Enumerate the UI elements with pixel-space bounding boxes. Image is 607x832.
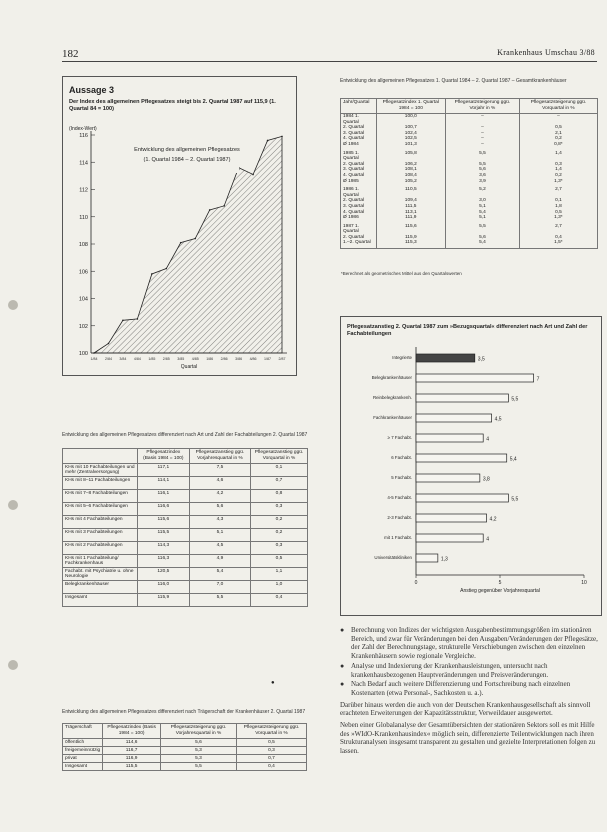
- quarters-table-cell: 1,4: [519, 148, 597, 162]
- fachabt-table-cell: 116,1: [137, 490, 189, 503]
- fachabt-table-cell: 4,3: [189, 516, 250, 529]
- fachabt-table-cell: Fachabt. mit Psychiatrie u. ohne Neurologie: [63, 568, 138, 581]
- quarters-table: [340, 98, 598, 249]
- quarters-table-cell: 100,0: [376, 114, 445, 126]
- quarters-table-cell: 5,6: [445, 167, 519, 173]
- fachabt-table-row: [63, 581, 308, 594]
- quarters-table-cell: 4. Quartal: [341, 136, 377, 142]
- bar-value-label: 4,5: [494, 416, 502, 423]
- area-xtick-label: 3/85: [177, 357, 185, 361]
- quarters-table-cell: 2. Quartal: [341, 125, 377, 131]
- bar-value-label: 7: [536, 376, 540, 383]
- quarters-table-cell: 0,1: [519, 198, 597, 204]
- bar: [416, 354, 475, 362]
- area-ytick-label: 116: [79, 133, 88, 139]
- fachabt-table-cell: Belegkrankenhäuser: [63, 581, 138, 594]
- fachabt-table-cell: 0,8: [251, 490, 308, 503]
- quarters-table-cell: 5,1: [445, 204, 519, 210]
- area-xtick-label: 2/87: [278, 357, 286, 361]
- area-xtick-label: 1/85: [148, 357, 156, 361]
- quarters-table-row: [341, 240, 598, 248]
- fachabt-table-row: [63, 529, 308, 542]
- quarters-table-cell: 5,2: [445, 184, 519, 198]
- area-xtick-label: 2/85: [162, 357, 170, 361]
- quarters-table-header-cell: Pflegesatzindex 1. Quartal 1984 = 100: [376, 99, 445, 114]
- bar-category-label: ≥ 7 Fachabt.: [387, 435, 412, 440]
- fachabt-table-cell: 0,3: [251, 503, 308, 516]
- fachabt-table-cell: KHs mit 1 Fachabteilung/ Fachkrankenhaus: [63, 555, 138, 568]
- bar-value-label: 4: [486, 536, 489, 543]
- quarters-table-cell: –: [445, 131, 519, 137]
- bar-value-label: 3,5: [477, 356, 485, 363]
- quarters-table-cell: 3. Quartal: [341, 131, 377, 137]
- area-ytick-label: 112: [79, 187, 88, 194]
- traeger-table-cell: Insgesamt: [63, 763, 103, 771]
- quarters-table-cell: 1987 1. Quartal: [341, 221, 377, 235]
- paragraph: Darüber hinaus werden die auch von der Deutschen Krankenhausgesellschaft als sinnvoll erachteten Erweiterungen der Kapazitätsstruktur, Verweildauer ausgewertet.: [340, 700, 591, 718]
- area-point: [252, 174, 254, 176]
- bar: [416, 394, 508, 402]
- traeger-table-cell: 0,4: [236, 763, 306, 771]
- quarters-table-cell: Ø 1984: [341, 142, 377, 148]
- quarters-table-cell: 115,9: [376, 235, 445, 241]
- quarters-table-cell: 2,7: [519, 221, 597, 235]
- traeger-table-cell: 5,3: [161, 755, 237, 763]
- fachabt-table-cell: 0,2: [251, 529, 308, 542]
- quarters-table-cell: 3,6: [445, 173, 519, 179]
- quarters-table-cell: 0,4: [519, 235, 597, 241]
- fachabt-table-cell: 4,2: [189, 490, 250, 503]
- quarters-table-row: [341, 221, 598, 235]
- fachabt-table-cell: 5,5: [189, 594, 250, 607]
- fachabt-table-cell: 0,1: [251, 464, 308, 477]
- bar: [416, 514, 487, 522]
- traeger-table-header-cell: Pflegesatzsteigerung ggü. Vorquartal in %: [236, 724, 306, 739]
- running-head: Krankenhaus Umschau 3/88: [497, 48, 595, 57]
- bar-value-label: 4: [486, 436, 489, 443]
- area-xtick-label: 4/85: [191, 357, 199, 361]
- fachabt-table-cell: 7,0: [189, 581, 250, 594]
- bullet-item: ● Berechnung von Indizes der wichtigsten Ausgabenbestimmungsgrößen im stationären Bereich, und zwar für Veränderungen bei den Ausgaben/Veränderungen der Pflegesätze, der Zahl der Berechnungstage, strukturelle Verschiebungen zwischen den einzelnen Krankenhäusern sowie regionale Vergleiche.: [340, 626, 602, 661]
- quarters-table-header-cell: Jahr/Quartal: [341, 99, 377, 114]
- area-xtick-label: 2/86: [220, 357, 228, 361]
- bar-category-label: Universitätskliniken: [374, 555, 412, 560]
- bar: [416, 554, 438, 562]
- traeger-table-cell: 116,9: [103, 755, 161, 763]
- quarters-table-cell: 3. Quartal: [341, 204, 377, 210]
- traeger-table-cell: 5,5: [161, 763, 237, 771]
- quarters-table-header-cell: Pflegesatzsteigerung ggü. Vorquartal in %: [519, 99, 597, 114]
- aussage3-box: [62, 76, 297, 376]
- quarters-table-cell: 0,8*: [519, 142, 597, 148]
- quarters-table-cell: 1,3*: [519, 179, 597, 185]
- bar-category-label: mit 1 Fachabt.: [384, 535, 412, 540]
- quarters-table-cell: 2,1: [519, 131, 597, 137]
- quarters-table-cell: 102,4: [376, 131, 445, 137]
- traeger-table-cell: 0,3: [236, 747, 306, 755]
- area-xtick-label: 4/84: [133, 357, 141, 361]
- quarters-table-cell: –: [445, 142, 519, 148]
- quarters-table-cell: 5,6: [445, 235, 519, 241]
- area-xtick-label: 1/84: [90, 357, 98, 361]
- traeger-table-caption: Entwicklung des allgemeinen Pflegesatzes differenziert nach Trägerschaft der Krankenhäuser 2. Quartal 1987: [62, 709, 306, 715]
- quarters-table-cell: 109,4: [376, 198, 445, 204]
- traeger-table-cell: 5,6: [161, 739, 237, 747]
- fachabt-table-cell: 5,6: [189, 503, 250, 516]
- fachabt-table-cell: 116,0: [137, 581, 189, 594]
- traeger-table: [62, 723, 307, 771]
- bar-value-label: 3,8: [482, 476, 490, 483]
- fachabt-table-row: [63, 555, 308, 568]
- center-mark: ●: [271, 680, 275, 686]
- bar-value-label: 5,4: [509, 456, 517, 463]
- traeger-table-row: [63, 739, 307, 747]
- area-xtick-label: 1/86: [206, 357, 214, 361]
- traeger-table-row: [63, 755, 307, 763]
- area-xtick-label: 2/84: [104, 357, 112, 361]
- quarters-table-cell: 115,3: [376, 240, 445, 248]
- area-ytick-label: 100: [78, 351, 88, 357]
- quarters-table-cell: 108,1: [376, 167, 445, 173]
- fachabt-table-cell: KHs mit 4 Fachabteilungen: [63, 516, 138, 529]
- fachabt-table-cell: 115,6: [137, 516, 189, 529]
- quarters-table-cell: 5,5: [445, 221, 519, 235]
- fachabt-table-cell: 0,2: [251, 516, 308, 529]
- traeger-table-header-cell: Pflegesatzindex (Basis 1984 = 100): [103, 724, 161, 739]
- fachabt-table-cell: 114,3: [137, 542, 189, 555]
- traeger-table-cell: 114,6: [103, 739, 161, 747]
- bar-value-label: 1,3: [440, 556, 448, 563]
- quarters-table-cell: 0,2: [519, 173, 597, 179]
- traeger-table-cell: privat: [63, 755, 103, 763]
- quarters-table-cell: –: [445, 125, 519, 131]
- quarters-table-cell: 106,2: [376, 162, 445, 168]
- quarters-table-cell: 4. Quartal: [341, 210, 377, 216]
- fachabt-table-row: [63, 503, 308, 516]
- area-point: [122, 320, 124, 322]
- bar-category-label: Integrierte: [392, 355, 412, 360]
- fachabt-table-header-cell: [63, 449, 138, 464]
- bar-value-label: 5,5: [511, 396, 519, 403]
- traeger-table-cell: 5,3: [161, 747, 237, 755]
- quarters-table-cell: 5,5: [445, 162, 519, 168]
- fachabt-table-header-cell: Pflegesatzindex (Basis 1984 = 100): [137, 449, 189, 464]
- fachabt-bar-chart: [341, 343, 601, 613]
- traeger-table-row: [63, 763, 307, 771]
- bar-xtick-label: 0: [414, 580, 418, 586]
- bar: [416, 534, 483, 542]
- quarters-table-cell: 0,2: [519, 136, 597, 142]
- quarters-table-cell: –: [445, 114, 519, 126]
- bar-xtick-label: 5: [498, 580, 502, 586]
- paragraph: Neben einer Globalanalyse der Gesamtübersichten der stationären Sektors soll es mit Hilfe des »WIdO-Krankenhausindex« möglich sein, differenzierte Teilentwicklungen nach ihren Strukturanalysen insgesamt transparent zu gestalten und gezielte Interpretationen folgen zu lassen.: [340, 721, 596, 756]
- bar-category-label: Belegkrankenhäuser: [371, 375, 412, 380]
- area-xtick-label: 4/86: [249, 357, 257, 361]
- quarters-table-cell: 1.–2. Quartal: [341, 240, 377, 248]
- traeger-table-cell: freigemeinnützig: [63, 747, 103, 755]
- quarters-table-cell: 1986 1. Quartal: [341, 184, 377, 198]
- bar-category-label: 4-5 Fachabt.: [387, 495, 412, 500]
- quarters-table-cell: 4. Quartal: [341, 173, 377, 179]
- quarters-table-cell: 0,5: [519, 125, 597, 131]
- area-ytick-label: 102: [78, 323, 88, 330]
- fachabt-table-cell: 0,4: [251, 594, 308, 607]
- bar: [416, 454, 507, 462]
- fachabt-table-cell: 116,6: [137, 503, 189, 516]
- bar-category-label: Reinbelegkrankenh.: [372, 395, 412, 400]
- fachabt-table-cell: 5,4: [189, 568, 250, 581]
- fachabt-table-cell: KHs mit 2 Fachabteilungen: [63, 542, 138, 555]
- quarters-table-cell: 3,0: [445, 198, 519, 204]
- area-point: [180, 242, 182, 244]
- quarters-table-cell: 102,5: [376, 136, 445, 142]
- area-ytick-label: 110: [79, 214, 88, 221]
- quarters-table-cell: Ø 1986: [341, 215, 377, 221]
- quarters-table-cell: –: [519, 114, 597, 126]
- quarters-table-cell: 2. Quartal: [341, 235, 377, 241]
- quarters-table-cell: 1,3*: [519, 215, 597, 221]
- area-point: [223, 205, 225, 207]
- quarters-table-cell: 5,1: [445, 215, 519, 221]
- bar: [416, 494, 508, 502]
- header-rule: [62, 61, 597, 62]
- quarters-table-note: *Berechnet als geometrisches Mittel aus den Quartalswerten: [341, 271, 462, 276]
- area-title-line: Entwicklung des allgemeinen Pflegesatzes: [134, 147, 240, 153]
- area-point: [93, 352, 95, 354]
- area-point: [267, 140, 269, 142]
- fachabt-table-row: [63, 464, 308, 477]
- bar-category-label: 6 Fachabt.: [391, 455, 412, 460]
- fachabt-table-cell: 114,1: [137, 477, 189, 490]
- traeger-table-cell: öffentlich: [63, 739, 103, 747]
- bar-xtick-label: 10: [581, 580, 587, 586]
- bar: [416, 414, 492, 422]
- fachabt-table-header-cell: Pflegesatzanstieg ggü. Vorquartal in %: [251, 449, 308, 464]
- fachabt-table-cell: 5,1: [189, 529, 250, 542]
- quarters-table-header-cell: Pflegesatzsteigerung ggü. Vorjahr in %: [445, 99, 519, 114]
- fachabt-table-row: [63, 516, 308, 529]
- fachabt-table-cell: KHs mit 7–8 Fachabteilungen: [63, 490, 138, 503]
- area-point: [166, 268, 168, 270]
- quarters-table-cell: 105,8: [376, 148, 445, 162]
- area-ytick-label: 104: [78, 296, 88, 303]
- fachabt-table-cell: KHs mit 5–6 Fachabteilungen: [63, 503, 138, 516]
- area-point: [194, 238, 196, 240]
- area-point: [151, 273, 153, 275]
- index-area-chart: [67, 121, 293, 371]
- bar-category-label: 2-3 Fachabt.: [387, 515, 412, 520]
- quarters-table-cell: 111,5: [376, 204, 445, 210]
- fachabt-table-row: [63, 542, 308, 555]
- quarters-table-cell: 3,9: [445, 179, 519, 185]
- fachabt-table-header-cell: Pflegesatzanstieg ggü. Vorjahresquartal in %: [189, 449, 250, 464]
- fachabt-table-cell: 115,5: [137, 529, 189, 542]
- fachabt-table-cell: 0,5: [251, 555, 308, 568]
- traeger-table-cell: 0,5: [236, 739, 306, 747]
- quarters-table-cell: 1985 1. Quartal: [341, 148, 377, 162]
- fachabt-table-cell: 1,1: [251, 568, 308, 581]
- traeger-table-header-cell: Pflegesatzsteigerung ggü. Vorjahresquartal in %: [161, 724, 237, 739]
- fachabt-table-cell: 120,5: [137, 568, 189, 581]
- fachabt-table-cell: 115,9: [137, 594, 189, 607]
- bullet-item: ● Analyse und Indexierung der Krankenhausleistungen, untersucht nach krankenhausbezogenen Hauptveränderungen und Preisveränderungen.: [340, 662, 602, 679]
- area-ylabel: (Index-Wert): [69, 126, 97, 132]
- quarters-table-cell: 1,5*: [519, 240, 597, 248]
- quarters-table-cell: 111,9: [376, 215, 445, 221]
- bar-chart-title: Pflegesatzanstieg 2. Quartal 1987 zum »Bezugsquartal« differenziert nach Art und Zahl der Fachabteilungen: [347, 324, 588, 337]
- bullet-item: ● Nach Bedarf auch weitere Differenzierung und Fortschreibung nach einzelnen Kostenarten (etwa Personal-, Sachkosten u. a.).: [340, 680, 602, 697]
- traeger-table-cell: 0,7: [236, 755, 306, 763]
- area-ytick-label: 106: [78, 269, 88, 276]
- quarters-table-cell: 1,4: [519, 167, 597, 173]
- area-point: [281, 136, 283, 138]
- fachabt-table-cell: 117,1: [137, 464, 189, 477]
- fachabt-table-cell: Insgesamt: [63, 594, 138, 607]
- fachabt-table-cell: 4,9: [189, 555, 250, 568]
- aussage3-subtitle: Der Index des allgemeinen Pflegesatzes steigt bis 2. Quartal 1987 auf 115,9 (1. Quartal 84 = 100): [69, 99, 276, 112]
- bar-xlabel: Anstieg gegenüber Vorjahresquartal: [460, 588, 540, 594]
- quarters-table-cell: 5,5: [445, 148, 519, 162]
- area-ytick-label: 108: [78, 242, 88, 248]
- quarters-table-caption: Entwicklung des allgemeinen Pflegesatzes 1. Quartal 1984 – 2. Quartal 1987 – Gesamtkrankenhäuser: [340, 78, 567, 84]
- fachabt-table: [62, 448, 308, 607]
- quarters-table-cell: 3. Quartal: [341, 167, 377, 173]
- area-ytick-label: 114: [79, 160, 88, 167]
- traeger-table-header-cell: Trägerschaft: [63, 724, 103, 739]
- bar-value-label: 4,2: [489, 516, 497, 523]
- quarters-table-cell: 101,3: [376, 142, 445, 148]
- area-xtick-label: 3/86: [235, 357, 243, 361]
- quarters-table-cell: 0,5: [519, 210, 597, 216]
- quarters-table-cell: 108,4: [376, 173, 445, 179]
- fachabt-table-cell: 116,3: [137, 555, 189, 568]
- bar: [416, 374, 534, 382]
- fachabt-table-cell: 4,5: [189, 542, 250, 555]
- bar: [416, 474, 480, 482]
- fachabt-table-row: [63, 477, 308, 490]
- traeger-table-cell: 115,5: [103, 763, 161, 771]
- fachabt-table-row: [63, 568, 308, 581]
- bar-value-label: 5,5: [511, 496, 519, 503]
- page-number: 182: [62, 48, 79, 60]
- area-xtick-label: 3/84: [119, 357, 127, 361]
- fachabt-table-cell: KHs mit 10 Fachabteilungen und mehr (Zentralversorgung): [63, 464, 138, 477]
- quarters-table-cell: Ø 1985: [341, 179, 377, 185]
- aussage3-title: Aussage 3: [69, 85, 115, 95]
- quarters-table-cell: 1984 1. Quartal: [341, 114, 377, 126]
- area-title-line: (1. Quartal 1984 – 2. Quartal 1987): [143, 157, 231, 163]
- fachabt-table-row: [63, 490, 308, 503]
- body-text: [340, 626, 602, 756]
- quarters-table-cell: 5,4: [445, 240, 519, 248]
- quarters-table-cell: 113,1: [376, 210, 445, 216]
- fachabt-table-cell: KHs mit 8–11 Fachabteilungen: [63, 477, 138, 490]
- fachabt-table-cell: KHs mit 3 Fachabteilungen: [63, 529, 138, 542]
- quarters-table-cell: –: [445, 136, 519, 142]
- quarters-table-cell: 5,4: [445, 210, 519, 216]
- traeger-table-row: [63, 747, 307, 755]
- bar: [416, 434, 483, 442]
- quarters-table-cell: 0,3: [519, 162, 597, 168]
- fachabt-table-cell: 7,5: [189, 464, 250, 477]
- fachabt-table-cell: 1,0: [251, 581, 308, 594]
- fachabt-table-cell: 4,6: [189, 477, 250, 490]
- quarters-table-row: [341, 184, 598, 198]
- quarters-table-row: [341, 148, 598, 162]
- area-point: [209, 209, 211, 211]
- quarters-table-cell: 115,6: [376, 221, 445, 235]
- bar-category-label: 5 Fachabt.: [391, 475, 412, 480]
- area-xtick-label: 1/87: [264, 357, 272, 361]
- fachabt-table-caption: Entwicklung des allgemeinen Pflegesatzes differenziert nach Art und Zahl der Fachabteilungen 2. Quartal 1987: [62, 432, 308, 438]
- fachabt-bar-box: [340, 316, 602, 616]
- quarters-table-cell: 2. Quartal: [341, 198, 377, 204]
- quarters-table-cell: 2. Quartal: [341, 162, 377, 168]
- quarters-table-cell: 105,2: [376, 179, 445, 185]
- quarters-table-cell: 100,7: [376, 125, 445, 131]
- fachabt-table-row: [63, 594, 308, 607]
- bar-category-label: Fachkrankenhäuser: [373, 415, 412, 420]
- quarters-table-cell: 2,7: [519, 184, 597, 198]
- area-point: [137, 318, 139, 320]
- quarters-table-row: [341, 114, 598, 126]
- area-point: [108, 343, 110, 345]
- fachabt-table-cell: 0,7: [251, 477, 308, 490]
- area-xlabel: Quartal: [180, 364, 198, 370]
- fachabt-table-cell: 0,3: [251, 542, 308, 555]
- traeger-table-cell: 116,7: [103, 747, 161, 755]
- quarters-table-cell: 1,8: [519, 204, 597, 210]
- quarters-table-cell: 110,5: [376, 184, 445, 198]
